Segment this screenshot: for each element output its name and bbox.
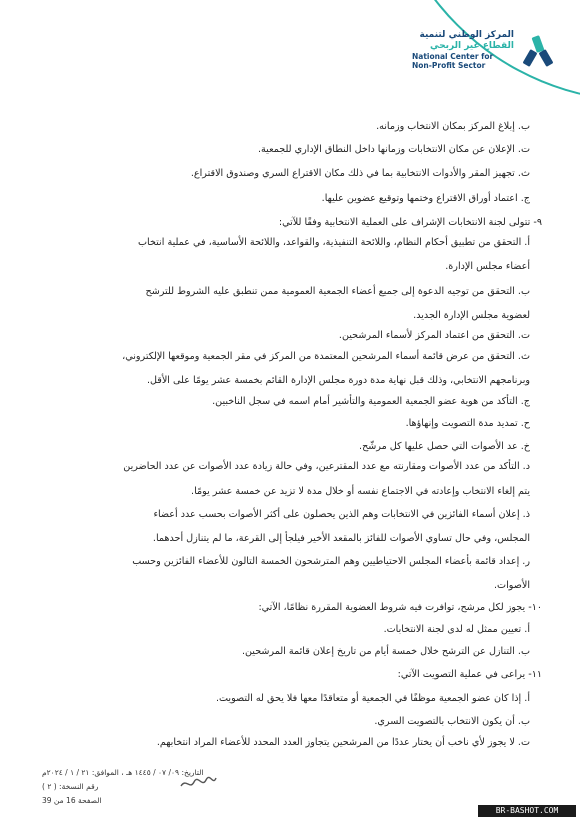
footer-version: رقم النسخة: ( ٢ ) xyxy=(42,782,99,791)
body-line: الأصوات. xyxy=(494,580,530,591)
body-line: ١٠- يجوز لكل مرشح، توافرت فيه شروط العضوية المقررة نظامًا، الآتي: xyxy=(258,602,542,613)
ncnp-logo xyxy=(398,30,558,90)
body-line: ذ. إعلان أسماء الفائزين في الانتخابات وهم الذين يحصلون على أكثر الأصوات بحسب عدد أعضاء xyxy=(153,509,530,520)
body-line: ج. اعتماد أوراق الاقتراع وختمها وتوقيع عضوين عليها. xyxy=(321,193,530,204)
signature-mark xyxy=(178,772,218,794)
body-line: المجلس، وفي حال تساوي الأصوات للفائز بالمقعد الأخير فيلجأ إلى القرعة، ما لم يتنازل أحدهما. xyxy=(152,533,530,544)
body-line: أ. التحقق من تطبيق أحكام النظام، واللائحة التنفيذية، والقواعد، واللائحة الأساسية، في عملية انتخاب xyxy=(138,237,530,248)
logo-english-line1: National Center for xyxy=(412,52,494,61)
body-line: ب. التنازل عن الترشح خلال خمسة أيام من تاريخ إعلان قائمة المرشحين. xyxy=(241,646,530,657)
body-line: ر. إعداد قائمة بأعضاء المجلس الاحتياطيين وهم المترشحون الخمسة التالون للأعضاء الفائزين وحسب xyxy=(132,556,530,567)
footer-date: التاريخ: ٠٩/ ٠٧ / ١٤٤٥ هـ ، الموافق: ٢١ / ١ / ٢٠٢٤م xyxy=(42,768,204,777)
body-line: ١١- يراعى في عملية التصويت الآتي: xyxy=(397,669,542,680)
body-line: ج. التأكد من هوية عضو الجمعية العمومية والتأشير أمام اسمه في سجل الناخبين. xyxy=(212,396,530,407)
body-line: ٩- تتولى لجنة الانتخابات الإشراف على العملية الانتخابية وفقًا للآتي: xyxy=(278,217,542,228)
body-line: ح. تمديد مدة التصويت وإنهاؤها. xyxy=(405,418,530,429)
logo-english-line2: Non-Profit Sector xyxy=(412,61,486,70)
logo-arabic-line1: المركز الوطني لتنمية xyxy=(419,30,514,40)
body-line: ب. أن يكون الانتخاب بالتصويت السري. xyxy=(374,716,530,727)
body-line: أعضاء مجلس الإدارة. xyxy=(445,261,530,272)
body-line: وبرنامجهم الانتخابي، وذلك قبل نهاية مدة دورة مجلس الإدارة القائم بخمسة عشر يومًا على الأقل. xyxy=(146,375,530,386)
footer-page-number: الصفحة 16 من 39 xyxy=(42,796,102,805)
body-line: خ. عد الأصوات التي حصل عليها كل مرشّح. xyxy=(359,441,530,452)
body-line: ث. التحقق من عرض قائمة أسماء المرشحين المعتمدة من المركز في مقر الجمعية وموقعها الإلكتروني، xyxy=(122,351,530,362)
body-line: ب. التحقق من توجيه الدعوة إلى جميع أعضاء الجمعية العمومية ممن تنطبق عليه الشروط للترشح xyxy=(145,286,530,297)
body-line: ت. الإعلان عن مكان الانتخابات وزمانها داخل النطاق الإداري للجمعية. xyxy=(257,144,530,155)
body-line: أ. تعيين ممثل له لدى لجنة الانتخابات. xyxy=(383,624,530,635)
logo-mark-icon xyxy=(518,34,558,74)
body-line: أ. إذا كان عضو الجمعية موظفًا في الجمعية أو متعاقدًا معها فلا يحق له التصويت. xyxy=(215,693,530,704)
body-line: يتم إلغاء الانتخاب وإعادته في الاجتماع نفسه أو خلال مدة لا تزيد عن خمسة عشر يومًا. xyxy=(191,486,530,497)
logo-wordmark xyxy=(398,30,514,70)
body-line: د. التأكد من عدد الأصوات ومقارنته مع عدد المقترعين، وفي حالة زيادة عدد الأصوات عن عدد الحاضرين xyxy=(123,461,530,472)
body-line: ت. التحقق من اعتماد المركز لأسماء المرشحين. xyxy=(338,330,530,341)
body-line: لعضوية مجلس الإدارة الجديد. xyxy=(413,310,530,321)
body-line: ت. لا يجوز لأي ناخب أن يختار عددًا من المرشحين يتجاوز العدد المحدد للأعضاء المراد انتخابهم. xyxy=(156,737,530,748)
logo-arabic-line2: القطاع غير الربحي xyxy=(430,41,514,51)
body-line: ب. إبلاغ المركز بمكان الانتخاب وزمانه. xyxy=(376,121,530,132)
watermark: BR-BASHOT.COM xyxy=(478,805,576,817)
body-line: ث. تجهيز المقر والأدوات الانتخابية بما في ذلك مكان الاقتراع السري وصندوق الاقتراع. xyxy=(190,168,530,179)
